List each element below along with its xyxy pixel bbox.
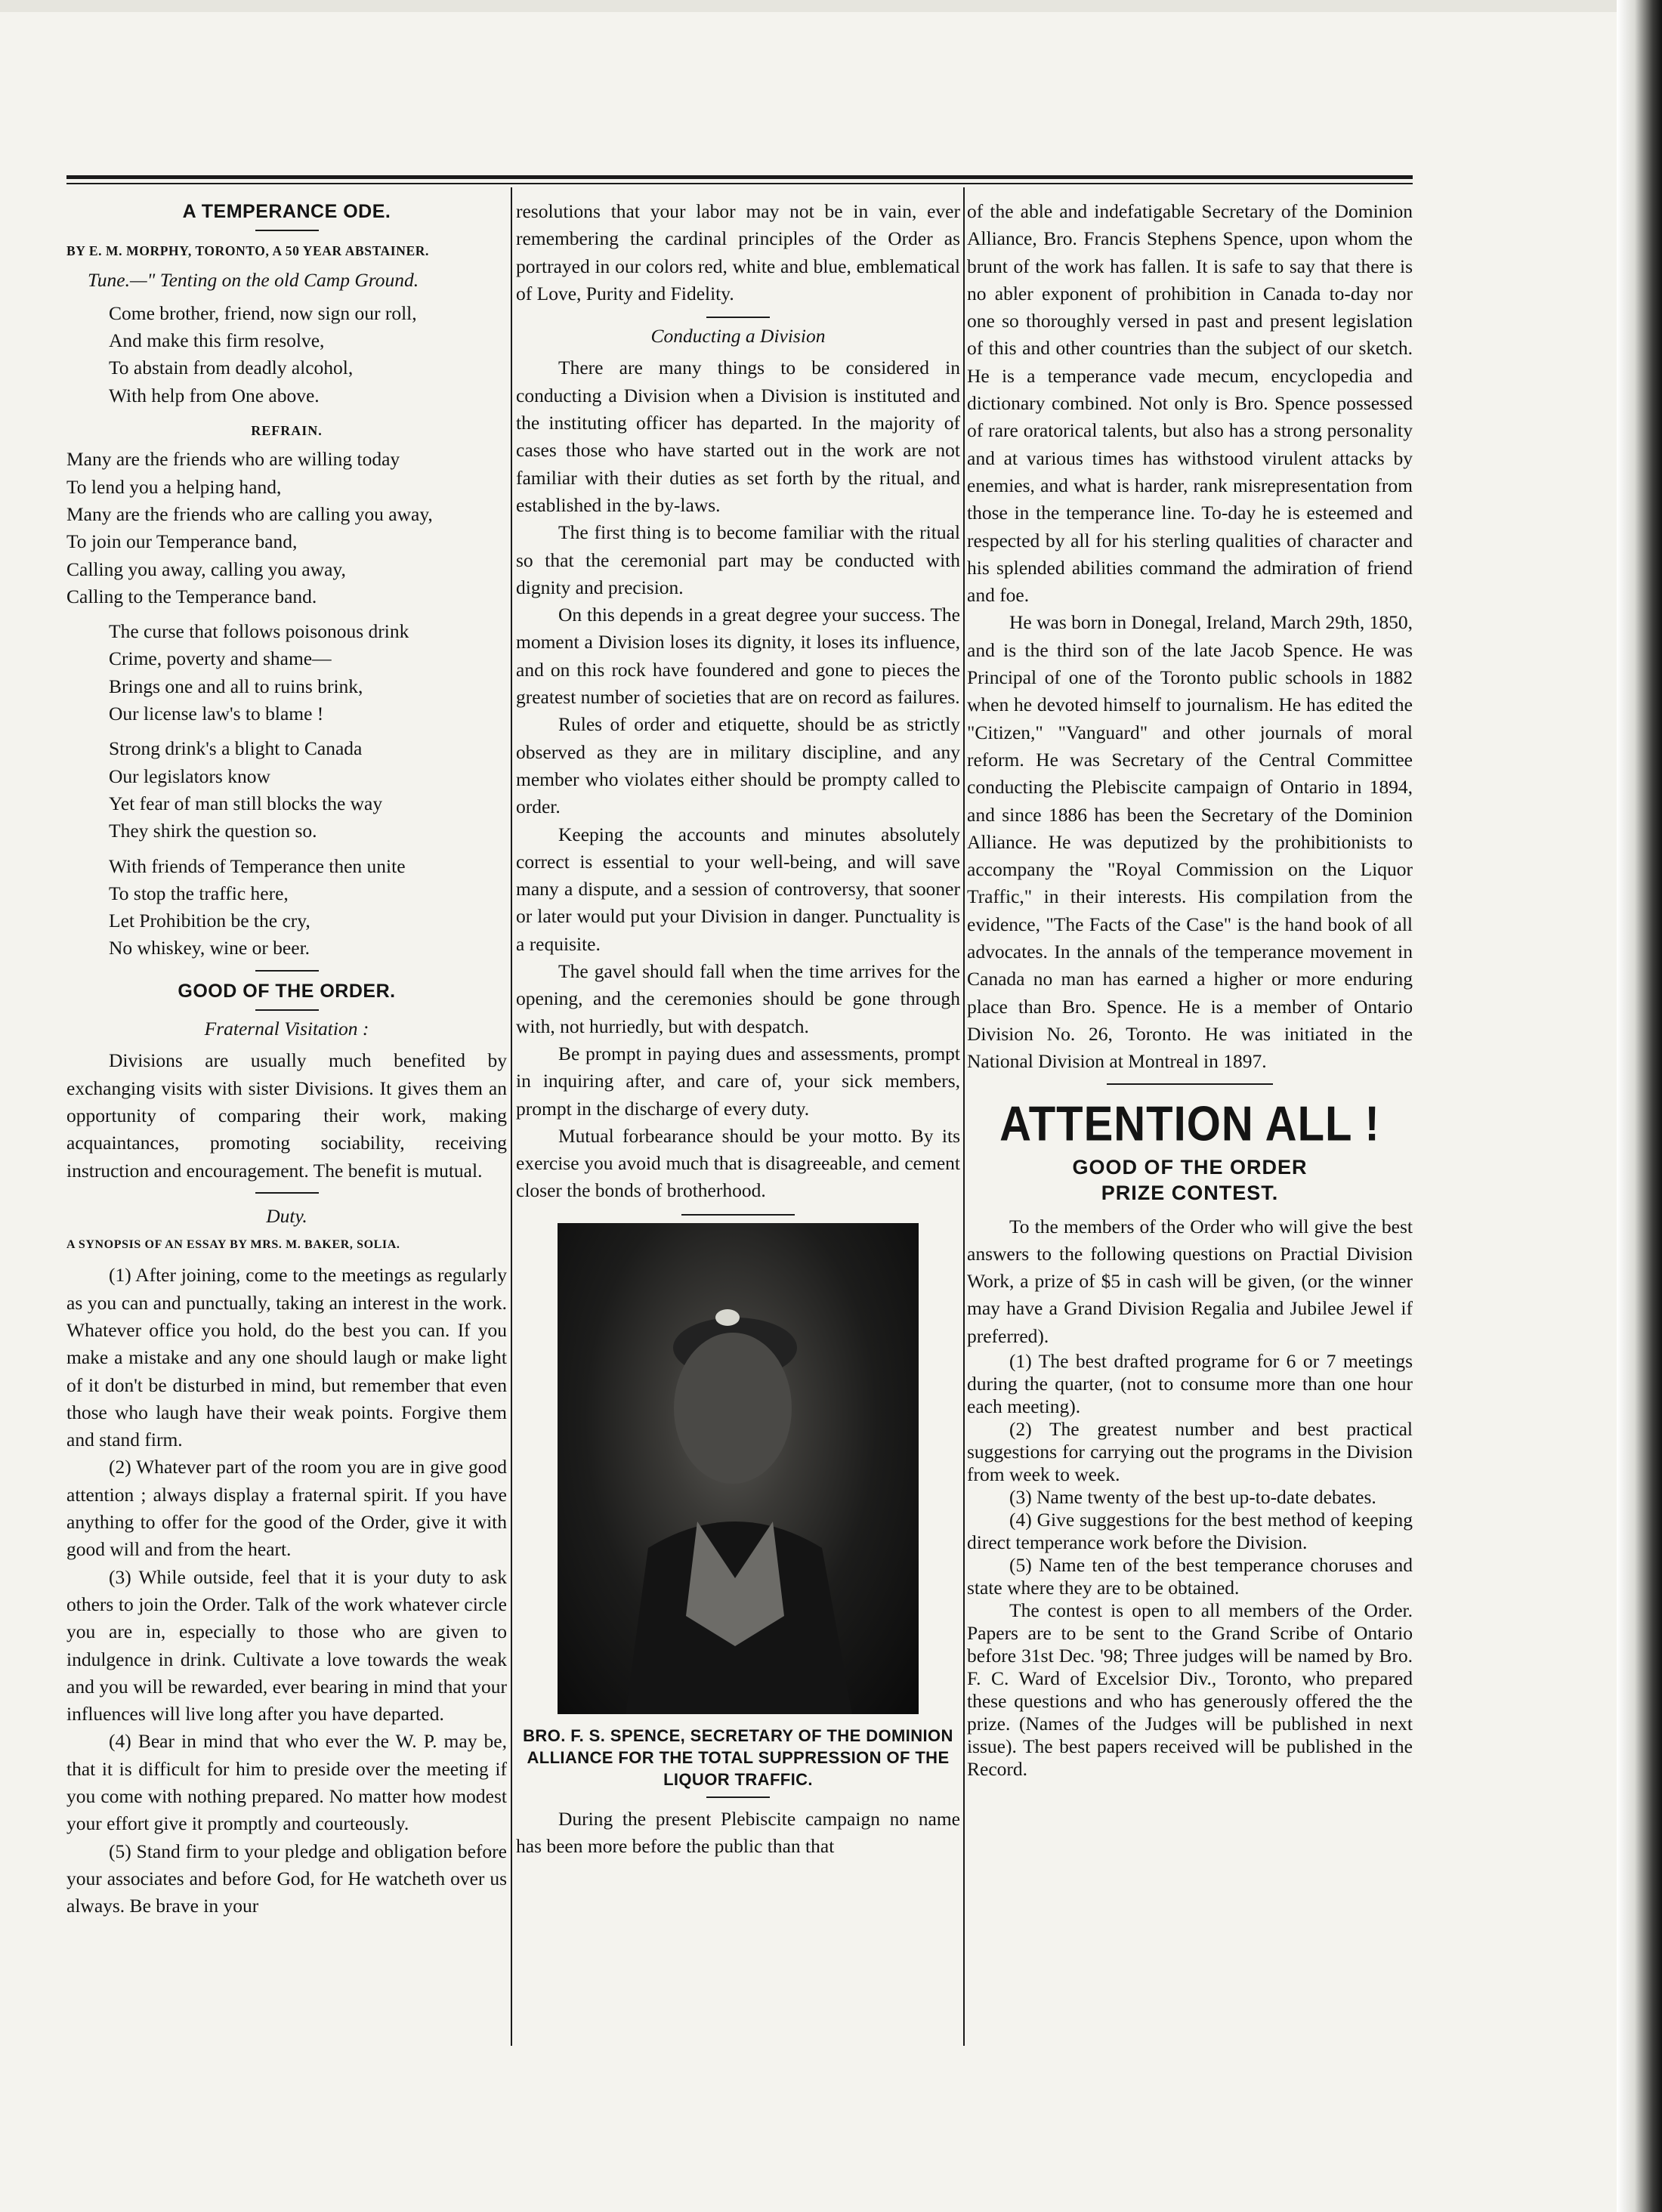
duty-item-1: (1) After joining, come to the meetings as regularly as you can and punctually, taking an interest in the work. Whatever office you hold, do the best you can. If you make a mistake and any one should laugh or make light of it don't be disturbed in mind, but remember that even those who laugh have their weak points. Forgive them and stand firm. xyxy=(66,1264,507,1451)
column-middle xyxy=(516,198,960,1860)
spence-paragraph-2: He was born in Donegal, Ireland, March 29th, 1850, and is the third son of the late Jacob Spence. He was Principal of one of the Toronto public schools in 1882 when he devoted himself to journalism. He has edited the "Citizen," "Vanguard" and other journals of moral reform. He was Secretary of the Central Committee conducting the Plebiscite campaign of Ontario in 1894, and since 1886 has been the Secretary of the Dominion Alliance. He was deputized by the prohibitionists to accompany the "Royal Commission on the Liquor Traffic," in their interests. His compilation from the evidence, "The Facts of the Case" is the hand book of all advocates. In the annals of the temperance movement in Canada no man has earned a higher or more enduring place than Bro. Spence. He is a member of Ontario Division No. 26, Toronto. He was initiated in the National Division at Montreal in 1897. xyxy=(967,611,1413,1073)
duty-item-5: (5) Stand firm to your pledge and obligation before your associates and before God, for He watcheth over us always. Be brave in your xyxy=(66,1840,507,1917)
good-of-order-title: GOOD OF THE ORDER. xyxy=(178,980,396,1002)
divider xyxy=(255,1009,319,1011)
portrait-caption: BRO. F. S. SPENCE, SECRETARY OF THE DOMINION ALLIANCE FOR THE TOTAL SUPPRESSION OF THE LIQUOR TRAFFIC. xyxy=(523,1725,953,1789)
ode-title: A TEMPERANCE ODE. xyxy=(182,201,391,222)
contest-question-5: (5) Name ten of the best temperance choruses and state where they are to be obtained. xyxy=(967,1553,1413,1599)
conducting-heading: Conducting a Division xyxy=(650,325,826,348)
prize-contest-heading: GOOD OF THE ORDER PRIZE CONTEST. xyxy=(1072,1155,1308,1204)
duty-heading: Duty. xyxy=(266,1204,307,1227)
spence-paragraph-1: of the able and indefatigable Secretary of the Dominion Alliance, Bro. Francis Stephens Spence, upon whom the brunt of the work has fallen. It is safe to say that there is no abler exponent of prohibition in Canada to-day nor one so thoroughly versed in past and present legislation of this and other countries than the subject of our sketch. He is a temperance vade mecum, encyclopedia and dictionary combined. Not only is Bro. Spence possessed of rare oratorical talents, but also has a strong personality and at various times has withstood virulent attacks by enemies, and what is harder, rank misrepresentation from those in the temperance line. To-day he is esteemed and respected by all for his sterling qualities of character and his splended abilities command the admiration of friend and foe. xyxy=(967,200,1413,607)
attention-headline: ATTENTION ALL ! xyxy=(999,1095,1380,1151)
divider xyxy=(255,970,319,972)
conducting-paragraph-5: Keeping the accounts and minutes absolutely correct is essential to your well-being, and will save many a dispute, and a session of controversy, that sooner or later would put your Division in danger. Punctuality is a requisite. xyxy=(516,823,960,955)
ode-verse-2: The curse that follows poisonous drink Crime, poverty and shame— Brings one and all to ruins brink, Our license law's to blame ! xyxy=(109,620,409,725)
page-binding-edge xyxy=(1617,0,1662,2212)
ode-refrain: Many are the friends who are willing today To lend you a helping hand, Many are the friends who are calling you away, To join our Temperance band, Calling you away, calling you away, Calling to the Temperance band. xyxy=(66,448,433,607)
ode-verse-3: Strong drink's a blight to Canada Our legislators know Yet fear of man still blocks the way They shirk the question so. xyxy=(109,737,383,842)
conducting-paragraph-7: Be prompt in paying dues and assessments, prompt in inquiring after, and care of, your sick members, prompt in the discharge of every duty. xyxy=(516,1042,960,1120)
fraternal-heading: Fraternal Visitation : xyxy=(204,1018,369,1040)
ode-verse-1: Come brother, friend, now sign our roll, And make this firm resolve, To abstain from deadly alcohol, With help from One above. xyxy=(109,301,417,406)
divider xyxy=(255,230,319,231)
top-rule-thin xyxy=(66,183,1413,184)
ode-byline: BY E. M. MORPHY, TORONTO, A 50 YEAR ABSTAINER. xyxy=(66,243,429,259)
divider xyxy=(706,317,770,318)
conducting-paragraph-2: The first thing is to become familiar with the ritual so that the ceremonial part may be conducted with dignity and precision. xyxy=(516,521,960,598)
conducting-paragraph-4: Rules of order and etiquette, should be as strictly observed as they are in military discipline, and any member who violates either should be prompty called to order. xyxy=(516,713,960,818)
during-paragraph: During the present Plebiscite campaign no name has been more before the public than that xyxy=(516,1807,960,1857)
duty-item-2: (2) Whatever part of the room you are in give good attention ; always display a fraternal spirit. If you have anything to offer for the good of the Order, give it with good will and from the heart. xyxy=(66,1456,507,1561)
column-rule-left xyxy=(511,187,512,2046)
duty-byline: A SYNOPSIS OF AN ESSAY BY MRS. M. BAKER, SOLIA. xyxy=(66,1238,400,1252)
divider xyxy=(706,1796,770,1798)
duty-item-4: (4) Bear in mind that who ever the W. P. may be, that it is difficult for him to preside over the meeting if you come with nothing prepared. No matter how modest your effort give it promptly and courteously. xyxy=(66,1730,507,1835)
divider xyxy=(1107,1083,1273,1085)
contest-intro: To the members of the Order who will give the best answers to the following questions on Practial Division Work, a prize of $5 in cash will be given, (or the winner may have a Grand Division Regalia and Jubilee Jewel if preferred). xyxy=(967,1215,1413,1347)
portrait-silhouette xyxy=(558,1223,919,1714)
ode-tune: Tune.—" Tenting on the old Camp Ground. xyxy=(88,268,419,291)
conducting-paragraph-8: Mutual forbearance should be your motto. By its exercise you avoid much that is disagreeable, and cement closer the bonds of brotherhood. xyxy=(516,1124,960,1202)
fraternal-paragraph: Divisions are usually much benefited by exchanging visits with sister Divisions. It gives them an opportunity of comparing their work, making acquaintances, promoting sociability, receiving instruction and encouragement. The benefit is mutual. xyxy=(66,1049,507,1182)
duty-item-3: (3) While outside, feel that it is your duty to ask others to join the Order. Talk of the work whatever circle you are in, especially to those who are given to indulgence in drink. Cultivate a love towards the weak and you will be rewarded, ever bearing in mind that your influences will live long after you have departed. xyxy=(66,1565,507,1725)
top-rule-thick xyxy=(66,175,1413,179)
column-left xyxy=(66,198,507,1920)
contest-closing: The contest is open to all members of the Order. Papers are to be sent to the Grand Scribe of Ontario before 31st Dec. '98; Three judges will be named by Bro. F. C. Ward of Excelsior Div., Toronto, who prepared these questions and who has generously offered the the prize. (Names of the Judges will be published in next issue). The best papers received will be published in the Record. xyxy=(967,1599,1413,1780)
divider xyxy=(255,1192,319,1194)
ode-verse-4: With friends of Temperance then unite To stop the traffic here, Let Prohibition be the cry, No whiskey, wine or beer. xyxy=(109,854,406,959)
column-rule-right xyxy=(963,187,965,2046)
conducting-paragraph-6: The gavel should fall when the time arrives for the opening, and the ceremonies should be gone through with, not hurriedly, but with despatch. xyxy=(516,960,960,1037)
contest-question-4: (4) Give suggestions for the best method of keeping direct temperance work before the Division. xyxy=(967,1508,1413,1553)
portrait-photo xyxy=(558,1223,919,1714)
contest-question-2: (2) The greatest number and best practical suggestions for carrying out the programs in the Division from week to week. xyxy=(967,1417,1413,1485)
conducting-paragraph-3: On this depends in a great degree your success. The moment a Division loses its dignity, it loses its influence, and on this rock have foundered and gone to pieces the greatest number of societies that are on record as failures. xyxy=(516,604,960,709)
contest-question-1: (1) The best drafted programe for 6 or 7 meetings during the quarter, (not to consume more than one hour each meeting). xyxy=(967,1349,1413,1417)
conducting-paragraph-1: There are many things to be considered in conducting a Division when a Division is instituted and the instituting officer has departed. In the majority of cases those who have started out in the work are not familiar with their duties as set forth by the ritual, and established in the by-laws. xyxy=(516,357,960,516)
column-right xyxy=(967,198,1413,1781)
page-top-edge xyxy=(0,0,1662,12)
resolutions-paragraph: resolutions that your labor may not be in vain, ever remembering the cardinal principles of the Order as portrayed in our colors red, white and blue, emblematical of Love, Purity and Fidelity. xyxy=(516,200,960,304)
refrain-label: REFRAIN. xyxy=(251,423,323,439)
divider xyxy=(681,1214,795,1216)
contest-question-3: (3) Name twenty of the best up-to-date debates. xyxy=(1009,1485,1376,1508)
